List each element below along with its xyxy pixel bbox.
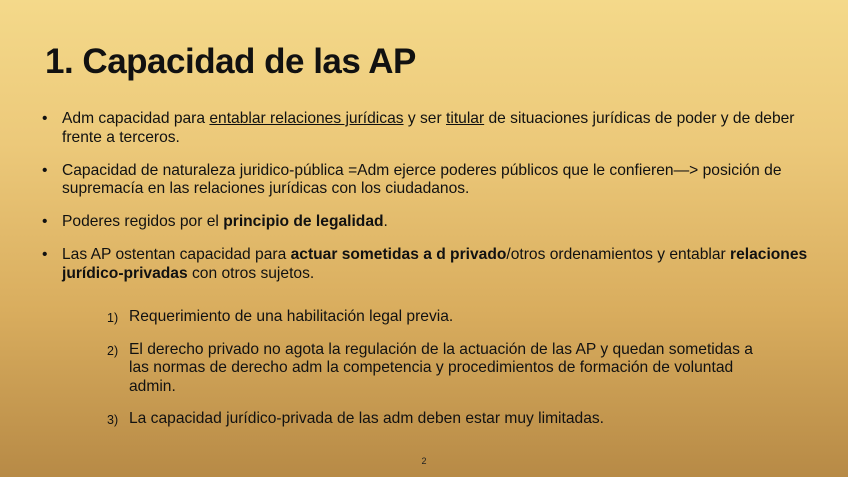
bold-term: relaciones jurídico-privadas [62, 246, 808, 282]
slide-title: 1. Capacidad de las AP [45, 42, 416, 81]
bullet-list [42, 110, 812, 298]
bullet-text: /otros ordenamientos y entablar [506, 246, 731, 263]
bold-term: principio de legalidad [223, 213, 384, 230]
bold-term: actuar sometidas a d privado [290, 246, 507, 263]
bullet-item [42, 246, 812, 283]
underlined-term: titular [446, 110, 485, 127]
bullet-item [42, 213, 812, 232]
bullet-text: . [383, 213, 388, 230]
page-number: 2 [421, 456, 427, 466]
bullet-text: Adm capacidad para [62, 110, 210, 127]
list-marker: 2) [107, 343, 119, 358]
numbered-text: El derecho privado no agota la regulación de la actuación de las AP y quedan sometidas a las normas de derecho adm la competencia y procedimientos de formación de voluntad admin. [129, 340, 753, 395]
numbered-item [107, 341, 767, 397]
bullet-item [42, 162, 812, 199]
bullet-text: Poderes regidos por el [62, 213, 224, 230]
bullet-text: Capacidad de naturaleza juridico-pública =Adm ejerce poderes públicos que le confieren—> posición de supremacía en las relaciones jurídicas con los ciudadanos. [62, 161, 782, 197]
numbered-list [107, 308, 767, 443]
bullet-text: y ser [403, 110, 447, 127]
list-marker: 1) [107, 311, 119, 325]
bullet-item [42, 110, 812, 147]
numbered-item [107, 410, 767, 429]
numbered-text: La capacidad jurídico-privada de las adm deben estar muy limitadas. [129, 410, 605, 427]
numbered-text: Requerimiento de una habilitación legal previa. [129, 308, 454, 325]
numbered-item [107, 308, 767, 327]
bullet-text: con otros sujetos. [187, 264, 315, 282]
bullet-text: de situaciones jurídicas de poder y de deber frente a terceros. [62, 110, 795, 146]
bullet-text: Las AP ostentan capacidad para [62, 246, 291, 263]
list-marker: 3) [107, 413, 119, 427]
underlined-term: entablar relaciones jurídicas [209, 110, 404, 127]
